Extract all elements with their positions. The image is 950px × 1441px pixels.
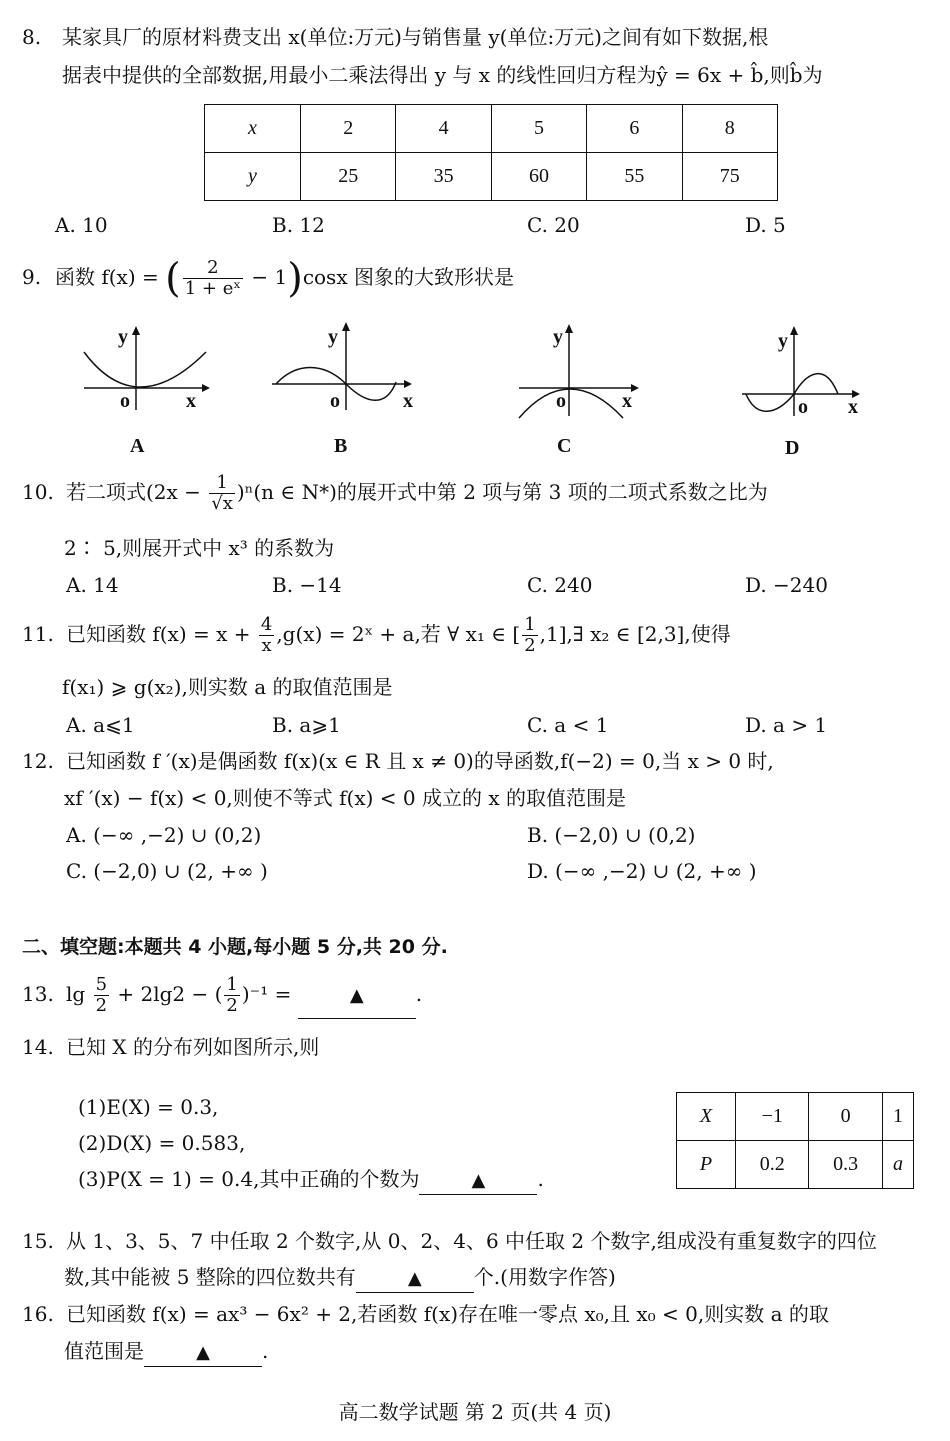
q8-option-b: B. 12 <box>272 213 325 237</box>
q14-item-3-text: (3)P(X = 1) = 0.4,其中正确的个数为 <box>78 1167 420 1191</box>
q8-table-cell: 35 <box>396 153 491 201</box>
q15-number: 15. <box>22 1229 54 1253</box>
q8-table-cell: 5 <box>491 105 586 153</box>
q11-frac1-num: 4 <box>260 614 273 635</box>
q10-frac-den: √x <box>211 493 233 514</box>
q9-line1 <box>22 255 514 302</box>
q13-line <box>22 972 422 1019</box>
q11-option-a: A. a⩽1 <box>66 713 135 737</box>
x-axis-arrow <box>404 380 412 388</box>
q10-line1 <box>22 470 768 514</box>
x-axis-arrow <box>202 384 210 392</box>
q14-answer-blank[interactable] <box>419 1166 537 1195</box>
section-fill-in-title: 二、填空题:本题共 4 小题,每小题 5 分,共 20 分. <box>22 936 448 958</box>
q14-item-1: (1)E(X) = 0.3, <box>78 1095 219 1119</box>
q11-option-d: D. a > 1 <box>745 713 828 737</box>
q15-line1 <box>22 1228 877 1254</box>
q12-option-c: C. (−2,0) ∪ (2, +∞ ) <box>66 859 268 883</box>
q9-frac-num: 2 <box>183 258 243 279</box>
q9-graph-b <box>268 318 418 413</box>
q10-text-b: )ⁿ(n ∈ N*)的展开式中第 2 项与第 3 项的二项式系数之比为 <box>236 480 768 504</box>
q8-option-a: A. 10 <box>55 213 108 237</box>
q10-line2: 2∶ 5,则展开式中 x³ 的系数为 <box>64 536 335 560</box>
q12-line1 <box>22 748 774 774</box>
y-axis-arrow <box>565 324 573 333</box>
q15-blank-marker: ▲ <box>407 1268 422 1289</box>
q13-text-c: )⁻¹ = <box>241 982 298 1006</box>
q14-table-cell: 0.2 <box>736 1141 809 1189</box>
q8-number: 8. <box>22 25 42 49</box>
q9-fraction <box>183 258 243 299</box>
graph-d-y-label: y <box>778 330 788 352</box>
q8-text-line1: 某家具厂的原材料费支出 x(单位:万元)与销售量 y(单位:万元)之间有如下数据,根 <box>62 25 769 49</box>
q9-prefix: 函数 f(x) = <box>55 265 166 289</box>
q11-frac1-den: x <box>261 635 272 656</box>
q14-table-cell: 0.3 <box>809 1141 882 1189</box>
graph-b-x-label: x <box>403 390 413 412</box>
q16-text-line1: 已知函数 f(x) = ax³ − 6x² + 2,若函数 f(x)存在唯一零点 x₀,且 x₀ < 0,则实数 a 的取 <box>66 1302 829 1326</box>
q14-distribution-table <box>676 1092 914 1189</box>
q15-text-a: 数,其中能被 5 整除的四位数共有 <box>64 1265 356 1289</box>
graph-label-a: A <box>130 435 145 457</box>
q11-frac2-num: 1 <box>524 614 536 635</box>
q8-table-row-y <box>205 153 778 201</box>
curve-a <box>84 352 206 387</box>
q10-option-b: B. −14 <box>272 573 342 597</box>
q16-text-a: 值范围是 <box>64 1339 144 1363</box>
q14-number: 14. <box>22 1035 54 1059</box>
q15-text-b: 个.(用数字作答) <box>473 1265 616 1289</box>
q9-number: 9. <box>22 265 42 289</box>
q9-graph-a <box>80 322 220 412</box>
q10-text-a: 若二项式(2x − <box>66 480 208 504</box>
q11-line1 <box>22 612 731 656</box>
q13-frac2-den: 2 <box>226 995 238 1016</box>
q13-fraction-1 <box>94 975 109 1016</box>
q8-line2: 据表中提供的全部数据,用最小二乘法得出 y 与 x 的线性回归方程为ŷ = 6x + b̂,则b̂为 <box>62 63 823 87</box>
q9-left-paren: ( <box>165 255 181 302</box>
q9-frac-den: 1 + eˣ <box>184 278 241 299</box>
graph-a-origin: o <box>120 390 130 412</box>
q14-table-cell: X <box>677 1093 736 1141</box>
q11-fraction-1 <box>259 615 274 656</box>
q14-table-cell: P <box>677 1141 736 1189</box>
curve-c <box>519 389 623 418</box>
q8-table-cell: 4 <box>396 105 491 153</box>
q11-frac2-den: 2 <box>524 635 536 656</box>
q13-frac2-num: 1 <box>226 974 238 995</box>
graph-c-y-label: y <box>553 326 563 348</box>
q12-option-d: D. (−∞ ,−2) ∪ (2, +∞ ) <box>527 859 757 883</box>
graph-label-b: B <box>334 435 348 457</box>
q8-line1 <box>22 24 768 50</box>
q13-number: 13. <box>22 982 54 1006</box>
q13-text-a: lg <box>66 982 92 1006</box>
q10-option-d: D. −240 <box>745 573 828 597</box>
q12-number: 12. <box>22 749 54 773</box>
q14-table-row-p <box>677 1141 914 1189</box>
q8-table-y-label: y <box>205 153 301 201</box>
q8-table-cell: 75 <box>682 153 777 201</box>
q9-suffix: cosx 图象的大致形状是 <box>302 265 514 289</box>
q13-text-b: + 2lg2 − ( <box>111 982 223 1006</box>
q13-answer-blank[interactable] <box>298 972 416 1019</box>
q16-number: 16. <box>22 1302 54 1326</box>
q8-table-cell: 8 <box>682 105 777 153</box>
graph-b-y-label: y <box>328 326 338 348</box>
q10-option-a: A. 14 <box>66 573 119 597</box>
q14-blank-marker: ▲ <box>471 1170 486 1191</box>
q9-minus-one: − 1 <box>245 265 288 289</box>
q10-number: 10. <box>22 480 54 504</box>
q14-table-cell: −1 <box>736 1093 809 1141</box>
q11-text-c: ,1],∃ x₂ ∈ [2,3],使得 <box>539 622 731 646</box>
graph-c-x-label: x <box>622 390 632 412</box>
curve-d <box>746 374 838 412</box>
q16-line1 <box>22 1301 829 1327</box>
q14-line1 <box>22 1034 319 1060</box>
q8-table-x-label: x <box>205 105 301 153</box>
q11-fraction-2 <box>522 615 537 656</box>
q11-text-b: ,g(x) = 2ˣ + a,若 ∀ x₁ ∈ [ <box>276 622 521 646</box>
q10-fraction <box>209 473 235 514</box>
q15-line2 <box>64 1264 616 1293</box>
graph-c-origin: o <box>556 390 566 412</box>
q13-frac1-num: 5 <box>95 974 108 995</box>
q16-blank-marker: ▲ <box>196 1342 210 1363</box>
x-axis-arrow <box>631 384 639 392</box>
q8-option-d: D. 5 <box>745 213 786 237</box>
q13-fraction-2 <box>224 975 239 1016</box>
q13-end: . <box>415 982 423 1006</box>
q8-table-cell: 6 <box>587 105 682 153</box>
q12-option-b: B. (−2,0) ∪ (0,2) <box>527 823 696 847</box>
q11-option-c: C. a < 1 <box>527 713 609 737</box>
y-axis-arrow <box>790 326 798 335</box>
q15-answer-blank[interactable] <box>356 1264 474 1293</box>
q14-table-cell: 0 <box>809 1093 882 1141</box>
y-axis-arrow <box>342 322 350 331</box>
q10-frac-num: 1 <box>209 473 235 494</box>
q14-table-cell: a <box>882 1141 913 1189</box>
q13-frac1-den: 2 <box>95 995 108 1016</box>
q16-end: . <box>262 1339 269 1363</box>
q15-text-line1: 从 1、3、5、7 中任取 2 个数字,从 0、2、4、6 中任取 2 个数字,组成没有重复数字的四位 <box>66 1229 877 1253</box>
q14-table-row-x <box>677 1093 914 1141</box>
q11-text-a: 已知函数 f(x) = x + <box>66 622 257 646</box>
q14-end: . <box>537 1167 544 1191</box>
q12-option-a: A. (−∞ ,−2) ∪ (0,2) <box>66 823 262 847</box>
q14-item-2: (2)D(X) = 0.583, <box>78 1131 246 1155</box>
q8-table-cell: 55 <box>587 153 682 201</box>
q8-table-cell: 2 <box>301 105 396 153</box>
q14-table-cell: 1 <box>882 1093 913 1141</box>
graph-a-y-label: y <box>118 326 128 348</box>
q8-table-cell: 25 <box>301 153 396 201</box>
graph-a-x-label: x <box>186 390 196 412</box>
q10-option-c: C. 240 <box>527 573 593 597</box>
graph-label-c: C <box>557 435 572 457</box>
q11-number: 11. <box>22 622 54 646</box>
q8-data-table <box>204 104 778 201</box>
q14-text-line1: 已知 X 的分布列如图所示,则 <box>66 1035 320 1059</box>
y-axis-arrow <box>132 326 140 335</box>
graph-d-origin: o <box>798 396 808 418</box>
q11-line2: f(x₁) ⩾ g(x₂),则实数 a 的取值范围是 <box>62 675 393 699</box>
q12-line2: xf ′(x) − f(x) < 0,则使不等式 f(x) < 0 成立的 x 的取值范围是 <box>64 786 626 810</box>
graph-d-x-label: x <box>848 396 858 418</box>
q8-table-row-x <box>205 105 778 153</box>
q11-option-b: B. a⩾1 <box>272 713 341 737</box>
q16-answer-blank[interactable] <box>144 1338 262 1367</box>
q9-right-paren: ) <box>287 255 303 302</box>
q14-item-3 <box>78 1166 544 1195</box>
graph-b-origin: o <box>330 390 340 412</box>
q8-table-cell: 60 <box>491 153 586 201</box>
q12-text-line1: 已知函数 f ′(x)是偶函数 f(x)(x ∈ R 且 x ≠ 0)的导函数,f(−2) = 0,当 x > 0 时, <box>66 749 774 773</box>
q8-option-c: C. 20 <box>527 213 580 237</box>
graph-label-d: D <box>785 437 800 459</box>
q16-line2 <box>64 1338 268 1367</box>
page-footer: 高二数学试题 第 2 页(共 4 页) <box>338 1400 612 1424</box>
q13-blank-marker: ▲ <box>349 985 364 1006</box>
